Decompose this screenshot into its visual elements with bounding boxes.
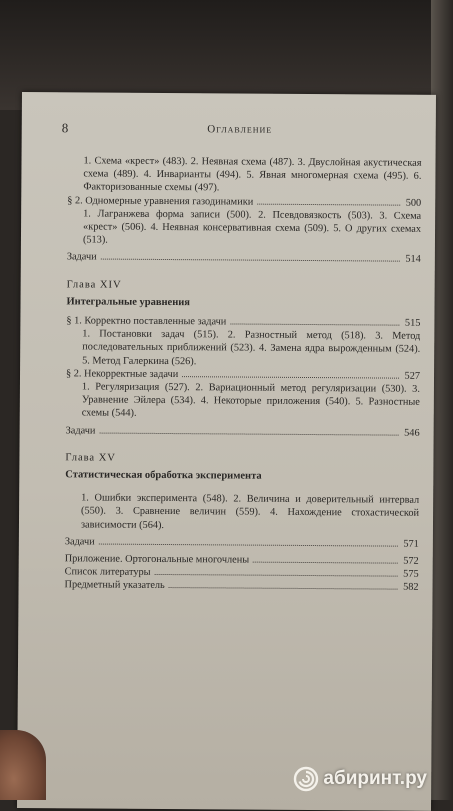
dot-leader [99, 543, 398, 546]
chapter-label: Глава XIV [66, 278, 122, 291]
toc-subitems: 1. Постановки задач (515). 2. Разностный метод (518). 3. Метод последовательных приближений (523). 4. Замена ядра вырожденным (524). 5. Метод Галеркина (526). [82, 328, 421, 367]
toc-entry-page: 514 [405, 254, 421, 266]
table-of-contents [65, 154, 422, 594]
watermark [293, 766, 427, 792]
toc-entry-page: 527 [404, 370, 421, 382]
book-page [17, 92, 436, 811]
toc-entry-title: § 2. Одномерные уравнения газодинамики [67, 194, 254, 208]
toc-entry-page: 572 [403, 555, 419, 567]
toc-entry [66, 367, 420, 383]
toc-subitems: 1. Регуляризация (527). 2. Вариационный метод регуляризации (530). 3. Уравнение Эйлера (534). 4. Некоторые приложения (540). 5. Разностные схемы (544). [81, 381, 420, 420]
watermark-text: абиринт.ру [323, 768, 427, 789]
toc-entry-title: Задачи [65, 424, 96, 437]
dot-leader [101, 259, 400, 262]
toc-entry-index [65, 579, 419, 595]
toc-entry-title: Список литературы [64, 566, 151, 579]
dot-leader [257, 203, 400, 205]
toc-entry-page: 571 [403, 538, 419, 550]
toc-entry-page: 515 [404, 317, 421, 329]
toc-subitems: 1. Ошибки эксперимента (548). 2. Величина и доверительный интервал (550). 3. Сравнение величин (559). 4. Нахождение стохастической зависимости (564). [80, 492, 420, 531]
chapter-title: Интегральные уравнения [66, 296, 191, 309]
dot-leader [169, 588, 397, 591]
toc-entry-title: Задачи [64, 536, 95, 548]
dot-leader [182, 376, 398, 379]
toc-subitems: 1. Схема «крест» (483). 2. Неявная схема (487). 3. Двуслойная акустическая схема (489). 4. Инварианты (494). 5. Явная многомерная схема (495). 6. Факторизованные схемы (497). [83, 155, 422, 194]
toc-entry [66, 424, 420, 440]
toc-entry-page: 582 [403, 582, 419, 594]
page-number: 8 [61, 120, 69, 136]
finger-photo [0, 730, 46, 800]
toc-entry-title: Приложение. Ортогональные многочлены [64, 553, 250, 566]
chapter-title: Статистическая обработка эксперимента [65, 469, 262, 482]
toc-entry-page: 575 [403, 568, 419, 581]
toc-entry [67, 251, 421, 267]
toc-subitems: 1. Лагранжева форма записи (500). 2. Псевдовязкость (503). 3. Схема «крест» (506). 4. Неявная консервативная схема (509). 5. О других схемах (513). [82, 208, 422, 246]
dot-leader [99, 432, 398, 435]
toc-entry-title: § 1. Корректно поставленные задачи [66, 315, 227, 328]
labyrinth-logo-icon [293, 766, 319, 792]
dot-leader [230, 323, 399, 325]
dot-leader [155, 574, 398, 577]
chapter-label: Глава XV [65, 452, 116, 464]
toc-entry [67, 194, 421, 210]
running-title: Оглавление [207, 123, 273, 136]
toc-entry-page: 500 [405, 197, 422, 209]
toc-entry-title: Задачи [66, 251, 97, 263]
toc-entry-title: Предметный указатель [64, 579, 165, 592]
dot-leader [253, 562, 397, 564]
toc-entry-page: 546 [404, 427, 420, 439]
toc-entry [65, 535, 419, 551]
toc-entry [66, 314, 420, 330]
toc-entry-title: § 2. Некорректные задачи [65, 368, 179, 380]
page-header [61, 120, 418, 136]
